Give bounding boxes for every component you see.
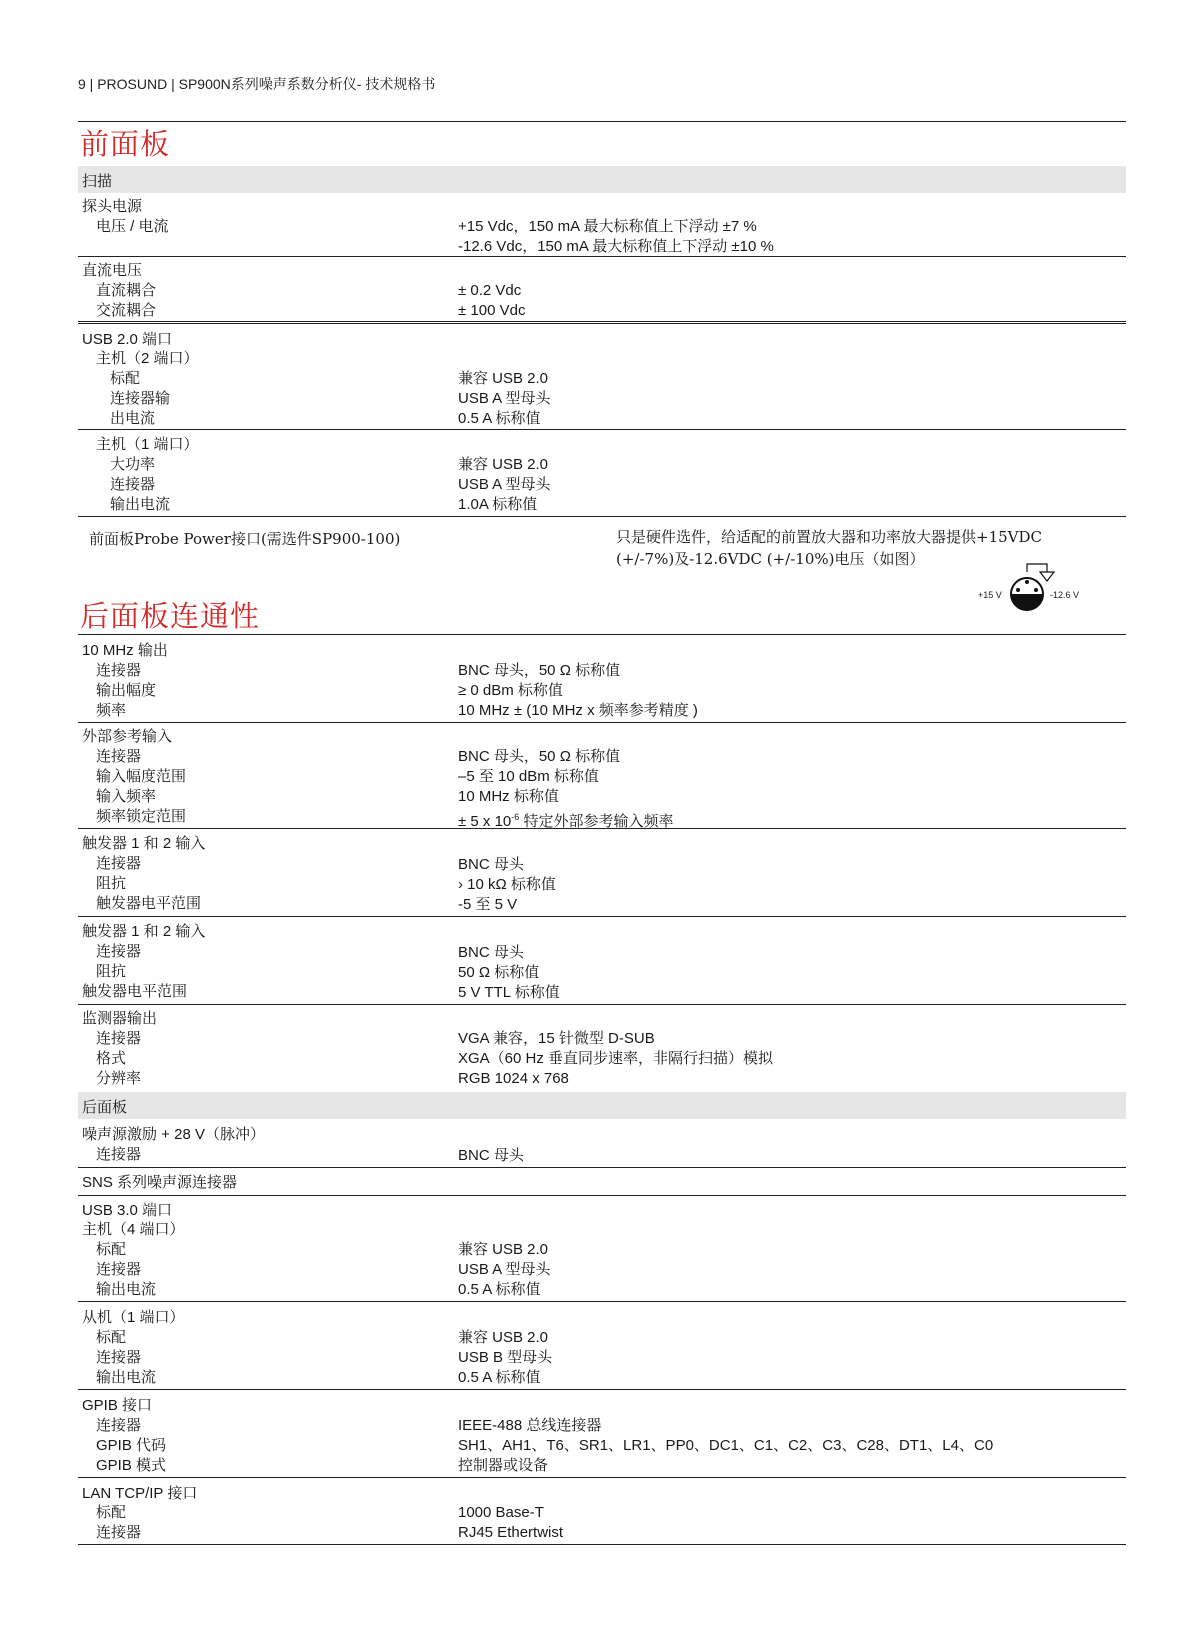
band-label: 扫描: [82, 173, 113, 190]
divider: [78, 1544, 1126, 1545]
divider: [78, 634, 1126, 635]
divider: [78, 516, 1126, 517]
spec-label: SNS 系列噪声源连接器: [82, 1174, 238, 1191]
spec-sub-label: 标配: [96, 1504, 127, 1521]
spec-sub-label: 输入频率: [96, 788, 157, 805]
spec-value: ± 100 Vdc: [458, 302, 526, 319]
divider: [78, 256, 1126, 257]
spec-sub-label: 频率锁定范围: [96, 808, 187, 825]
spec-value: –5 至 10 dBm 标称值: [458, 768, 599, 785]
spec-label: USB 2.0 端口: [82, 331, 173, 348]
divider: [78, 429, 1126, 430]
divider: [78, 1389, 1126, 1390]
band-scan: [78, 166, 1126, 193]
spec-label: 探头电源: [82, 198, 143, 215]
spec-sub-label: 连接器: [96, 1349, 142, 1366]
spec-sub-label: 连接器: [96, 943, 142, 960]
spec-sub-label: 连接器: [96, 1146, 142, 1163]
spec-value: USB A 型母头: [458, 390, 551, 407]
spec-sub-label: 连接器: [96, 662, 142, 679]
spec-value: 兼容 USB 2.0: [458, 370, 549, 387]
spec-value: 兼容 USB 2.0: [458, 1241, 549, 1258]
spec-sub-label: 从机（1 端口）: [82, 1309, 185, 1326]
spec-label: 直流电压: [82, 262, 143, 279]
spec-sub-label: 触发器电平范围: [82, 983, 188, 1000]
spec-value: USB A 型母头: [458, 476, 551, 493]
spec-value: -12.6 Vdc，150 mA 最大标称值上下浮动 ±10 %: [458, 238, 774, 255]
spec-label: 10 MHz 输出: [82, 642, 168, 659]
spec-sub-label: 直流耦合: [96, 282, 157, 299]
spec-sub-label: GPIB 代码: [96, 1437, 167, 1454]
page-header: 9 | PROSUND | SP900N系列噪声系数分析仪- 技术规格书: [78, 76, 436, 92]
pin-label: -12.6 V: [1050, 590, 1080, 600]
probe-port-desc: 只是硬件选件，给适配的前置放大器和功率放大器提供+15VDC: [616, 528, 1042, 546]
spec-sub-label: 频率: [96, 702, 127, 719]
spec-value: ± 0.2 Vdc: [458, 282, 522, 299]
spec-sub-label: 出电流: [110, 410, 156, 427]
spec-sub-label: 主机（4 端口）: [82, 1221, 185, 1238]
spec-sub-label: 电压 / 电流: [96, 218, 169, 235]
spec-sub-label: 输出电流: [96, 1281, 157, 1298]
spec-sub-label: 标配: [110, 370, 141, 387]
spec-sub-label: 连接器: [96, 855, 142, 872]
divider: [78, 321, 1126, 324]
spec-value: BNC 母头: [458, 856, 524, 873]
value-part: 特定外部参考输入频率: [519, 813, 674, 830]
spec-value: BNC 母头: [458, 944, 524, 961]
spec-value: USB A 型母头: [458, 1261, 551, 1278]
probe-connector-icon: [1005, 560, 1065, 612]
spec-sub-label: 输入幅度范围: [96, 768, 187, 785]
spec-label: GPIB 接口: [82, 1397, 153, 1414]
spec-sub-label: 阻抗: [96, 963, 127, 980]
spec-sub-label: 标配: [96, 1241, 127, 1258]
spec-value: 兼容 USB 2.0: [458, 456, 549, 473]
spec-sub-label: 连接器: [96, 748, 142, 765]
spec-value: 10 MHz 标称值: [458, 788, 559, 805]
spec-value: 10 MHz ± (10 MHz x 频率参考精度 ): [458, 702, 698, 719]
spec-value: 0.5 A 标称值: [458, 410, 541, 427]
section-title-rear-panel: 后面板连通性: [80, 599, 261, 633]
spec-sub-label: 输出幅度: [96, 682, 157, 699]
spec-value: 1000 Base-T: [458, 1504, 544, 1521]
spec-value: USB B 型母头: [458, 1349, 553, 1366]
spec-sub-label: 连接器: [96, 1417, 142, 1434]
spec-value: 5 V TTL 标称值: [458, 984, 560, 1001]
spec-value: 兼容 USB 2.0: [458, 1329, 549, 1346]
band-rear: [78, 1092, 1126, 1119]
spec-value: BNC 母头，50 Ω 标称值: [458, 748, 621, 765]
spec-value: BNC 母头: [458, 1147, 524, 1164]
divider: [78, 1195, 1126, 1196]
spec-label: 监测器输出: [82, 1010, 158, 1027]
spec-sub-label: 连接器: [96, 1261, 142, 1278]
band-label: 后面板: [82, 1099, 128, 1116]
spec-label: LAN TCP/IP 接口: [82, 1485, 198, 1502]
spec-sub-label: 大功率: [110, 456, 156, 473]
section-title-front-panel: 前面板: [80, 127, 171, 161]
spec-value: › 10 kΩ 标称值: [458, 876, 556, 893]
spec-sub-label: 分辨率: [96, 1070, 142, 1087]
spec-sub-label: 输出电流: [110, 496, 171, 513]
spec-sub-label: 连接器: [96, 1524, 142, 1541]
spec-value: VGA 兼容，15 针微型 D-SUB: [458, 1030, 655, 1047]
spec-value: -5 至 5 V: [458, 896, 518, 913]
spec-sub-label: 输出电流: [96, 1369, 157, 1386]
spec-sub-label: 触发器电平范围: [96, 895, 202, 912]
spec-sub-label: 连接器: [110, 476, 156, 493]
spec-value: 0.5 A 标称值: [458, 1281, 541, 1298]
spec-sub-label: 交流耦合: [96, 302, 157, 319]
spec-sub-label: 连接器: [96, 1030, 142, 1047]
spec-value: XGA（60 Hz 垂直同步速率，非隔行扫描）模拟: [458, 1050, 774, 1067]
spec-value: [458, 807, 674, 830]
spec-value: RJ45 Ethertwist: [458, 1524, 564, 1541]
spec-value: 50 Ω 标称值: [458, 964, 540, 981]
divider: [78, 1301, 1126, 1302]
spec-value: IEEE-488 总线连接器: [458, 1417, 602, 1434]
divider: [78, 1477, 1126, 1478]
spec-value: BNC 母头，50 Ω 标称值: [458, 662, 621, 679]
divider: [78, 121, 1126, 122]
spec-sub-label: 标配: [96, 1329, 127, 1346]
probe-port-label: 前面板Probe Power接口(需选件SP900-100): [89, 530, 401, 548]
spec-value: 0.5 A 标称值: [458, 1369, 541, 1386]
spec-sub-label: 主机（2 端口）: [96, 350, 199, 367]
divider: [78, 828, 1126, 829]
spec-label: USB 3.0 端口: [82, 1202, 173, 1219]
value-part: ± 5 x 10: [458, 813, 512, 830]
spec-sub-label: 阻抗: [96, 875, 127, 892]
spec-sub-label: 连接器输: [110, 390, 171, 407]
spec-value: SH1、AH1、T6、SR1、LR1、PP0、DC1、C1、C2、C3、C28、DT1、L4、C0: [458, 1437, 994, 1454]
spec-value: 控制器或设备: [458, 1457, 549, 1474]
spec-sub-label: 格式: [96, 1050, 127, 1067]
divider: [78, 916, 1126, 917]
spec-value: +15 Vdc，150 mA 最大标称值上下浮动 ±7 %: [458, 218, 757, 235]
spec-label: 噪声源激励 + 28 V（脉冲）: [82, 1126, 265, 1143]
spec-value: ≥ 0 dBm 标称值: [458, 682, 563, 699]
divider: [78, 722, 1126, 723]
spec-label: 外部参考输入: [82, 728, 173, 745]
spec-sub-label: 主机（1 端口）: [96, 436, 199, 453]
pin-label: +15 V: [978, 590, 1002, 600]
spec-label: 触发器 1 和 2 输入: [82, 923, 206, 940]
probe-port-desc: (+/-7%)及-12.6VDC (+/-10%)电压（如图）: [616, 550, 925, 568]
divider: [78, 1167, 1126, 1168]
spec-value: RGB 1024 x 768: [458, 1070, 569, 1087]
divider: [78, 1004, 1126, 1005]
value-exponent: -6: [511, 812, 520, 822]
spec-sub-label: GPIB 模式: [96, 1457, 167, 1474]
spec-value: 1.0A 标称值: [458, 496, 538, 513]
spec-label: 触发器 1 和 2 输入: [82, 835, 206, 852]
